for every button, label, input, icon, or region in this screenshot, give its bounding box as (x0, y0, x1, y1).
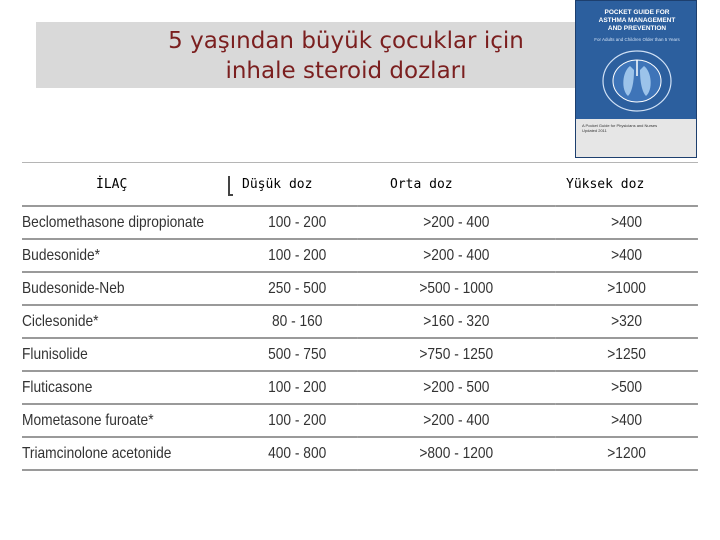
high-dose-cell: >500 (555, 371, 698, 404)
high-dose-cell: >400 (555, 206, 698, 239)
drug-name-cell: Triamcinolone acetonide (22, 437, 237, 470)
cover-title-line: POCKET GUIDE FOR (604, 9, 670, 16)
table-row (22, 272, 698, 305)
table-row (22, 371, 698, 404)
low-dose-cell: 500 - 750 (237, 338, 357, 371)
slide-title-line-2: inhale steroid dozları (225, 58, 467, 84)
drug-name-cell: Beclomethasone dipropionate (22, 206, 237, 239)
medium-dose-cell: >200 - 400 (357, 206, 555, 239)
drug-name-cell: Flunisolide (22, 338, 237, 371)
low-dose-cell: 100 - 200 (237, 371, 357, 404)
drug-name-cell: Budesonide-Neb (22, 272, 237, 305)
low-dose-cell: 100 - 200 (237, 239, 357, 272)
low-dose-cell: 100 - 200 (237, 404, 357, 437)
table-row (22, 239, 698, 272)
medium-dose-cell: >800 - 1200 (357, 437, 555, 470)
table-row (22, 305, 698, 338)
drug-name-cell: Fluticasone (22, 371, 237, 404)
high-dose-cell: >1000 (555, 272, 698, 305)
cover-footer-line: A Pocket Guide for Physicians and Nurses (582, 123, 658, 128)
medium-dose-cell: >500 - 1000 (357, 272, 555, 305)
medium-dose-cell: >200 - 400 (357, 404, 555, 437)
medium-dose-cell: >750 - 1250 (357, 338, 555, 371)
drug-name-cell: Mometasone furoate* (22, 404, 237, 437)
high-dose-cell: >400 (555, 404, 698, 437)
pocket-guide-cover-image (575, 0, 697, 158)
low-dose-cell: 400 - 800 (237, 437, 357, 470)
medium-dose-cell: >160 - 320 (357, 305, 555, 338)
cover-subtitle: For Adults and Children Older than 5 Years (594, 37, 680, 42)
cover-footer-text (582, 123, 692, 133)
cover-title-line: ASTHMA MANAGEMENT (598, 17, 676, 24)
bracket-mark (228, 176, 233, 196)
cover-title-line: AND PREVENTION (607, 25, 667, 32)
slide-title-line-1: 5 yaşından büyük çocuklar için (168, 28, 524, 54)
table-row (22, 404, 698, 437)
high-dose-cell: >320 (555, 305, 698, 338)
cover-footer-line: Updated 2011 (582, 128, 607, 133)
column-header-high-dose: Yüksek doz (566, 177, 645, 192)
low-dose-cell: 100 - 200 (237, 206, 357, 239)
dose-table (22, 205, 698, 471)
high-dose-cell: >1200 (555, 437, 698, 470)
medium-dose-cell: >200 - 500 (357, 371, 555, 404)
gina-seal-icon (594, 46, 680, 116)
header-divider (22, 162, 698, 163)
slide-title (36, 26, 656, 86)
table-row (22, 206, 698, 239)
high-dose-cell: >400 (555, 239, 698, 272)
drug-name-cell: Ciclesonide* (22, 305, 237, 338)
cover-title (580, 9, 694, 33)
low-dose-cell: 80 - 160 (237, 305, 357, 338)
column-header-medium-dose: Orta doz (390, 177, 453, 192)
table-row (22, 437, 698, 470)
column-header-drug: İLAÇ (96, 177, 128, 192)
column-header-low-dose: Düşük doz (242, 177, 313, 192)
table-row (22, 338, 698, 371)
drug-name-cell: Budesonide* (22, 239, 237, 272)
medium-dose-cell: >200 - 400 (357, 239, 555, 272)
high-dose-cell: >1250 (555, 338, 698, 371)
low-dose-cell: 250 - 500 (237, 272, 357, 305)
